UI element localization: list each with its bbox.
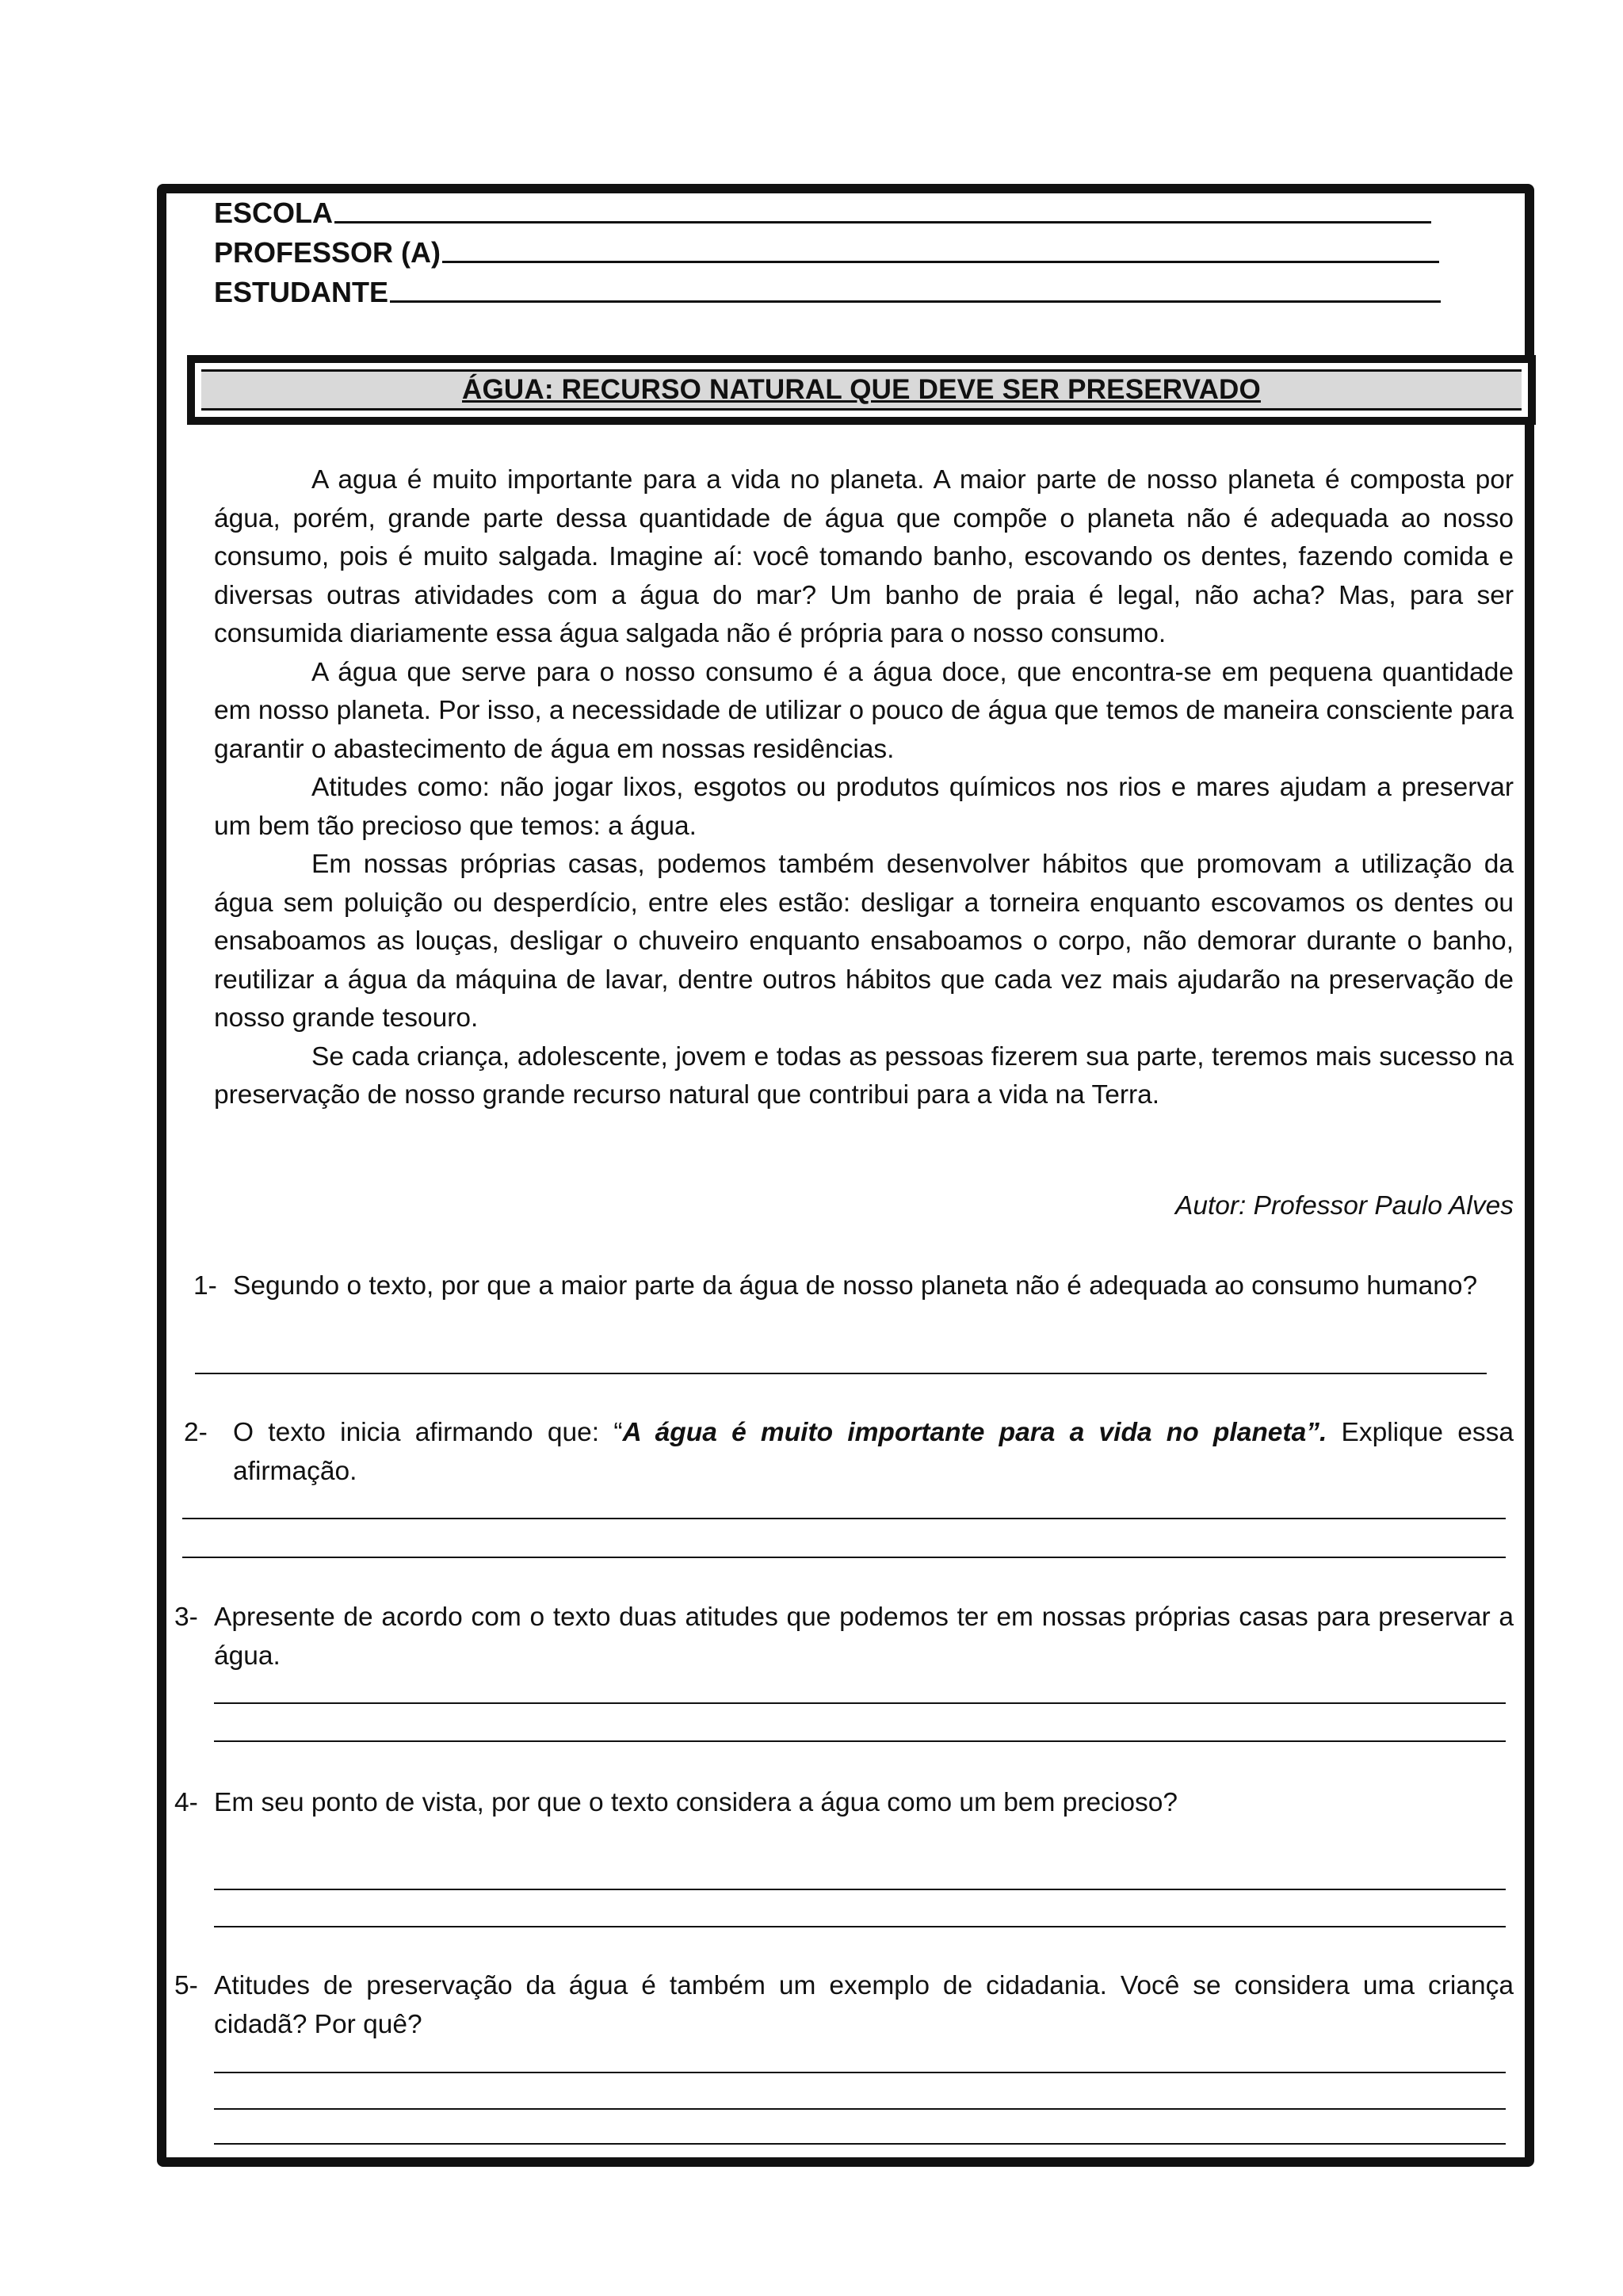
answer-line[interactable] bbox=[214, 1702, 1506, 1704]
title-box bbox=[187, 355, 1536, 425]
article-paragraph: Em nossas próprias casas, podemos também desenvolver hábitos que promovam a utilização da água sem poluição ou desperdício, entre eles estão: desligar a torneira enquanto escovamos os dentes ou ensaboamos as louças, desligar o chuveiro enquanto ensaboamos o corpo, não demorar durante o banho, reutilizar a água da máquina de lavar, dentre outros hábitos que cada vez mais ajudarão na preservação de nosso grande tesouro. bbox=[214, 850, 1514, 1033]
answer-line[interactable] bbox=[214, 2108, 1506, 2110]
article-author: Autor: Professor Paulo Alves bbox=[1174, 1191, 1514, 1221]
question-number: 5- bbox=[174, 1971, 198, 2000]
question-number: 4- bbox=[174, 1788, 198, 1817]
question-4 bbox=[174, 1784, 1514, 1823]
school-blank-line bbox=[334, 221, 1431, 223]
question-5 bbox=[174, 1967, 1514, 2044]
article-paragraph: Se cada criança, adolescente, jovem e todas as pessoas fizerem sua parte, teremos mais sucesso na preservação de nosso grande recurso natural que contribui para a vida na Terra. bbox=[214, 1041, 1514, 1110]
quoted-statement: A água é muito importante para a vida no planeta”. bbox=[622, 1418, 1327, 1447]
question-number: 1- bbox=[193, 1271, 217, 1301]
student-label: ESTUDANTE bbox=[214, 276, 389, 308]
question-text bbox=[233, 1414, 1514, 1491]
article-paragraph: Atitudes como: não jogar lixos, esgotos ou produtos químicos nos rios e mares ajudam a preservar um bem tão precioso que temos: a água. bbox=[214, 773, 1514, 841]
question-text-intro: O texto inicia afirmando que: “ bbox=[233, 1418, 623, 1447]
answer-line[interactable] bbox=[182, 1557, 1506, 1558]
question-2 bbox=[184, 1414, 1514, 1491]
article-paragraph: A água que serve para o nosso consumo é a água doce, que encontra-se em pequena quantidade em nosso planeta. Por isso, a necessidade de utilizar o pouco de água que temos de maneira consciente para garantir o abastecimento de água em nossas residências. bbox=[214, 657, 1514, 764]
question-text: Atitudes de preservação da água é também um exemplo de cidadania. Você se considera uma criança cidadã? Por quê? bbox=[214, 1971, 1514, 2039]
student-blank-line bbox=[390, 300, 1441, 303]
question-text: Segundo o texto, por que a maior parte da água de nosso planeta não é adequada ao consumo humano? bbox=[233, 1271, 1478, 1301]
article-paragraph: A agua é muito importante para a vida no planeta. A maior parte de nosso planeta é composta por água, porém, grande parte dessa quantidade de água que compõe o planeta não é adequada ao nosso consumo, pois é muito salgada. Imagine aí: você tomando banho, escovando os dentes, fazendo comida e diversas outras atividades com a água do mar? Um banho de praia é legal, não acha? Mas, para ser consumida diariamente essa água salgada não é própria para o nosso consumo. bbox=[214, 465, 1514, 648]
teacher-label: PROFESSOR (A) bbox=[214, 236, 441, 269]
teacher-field[interactable] bbox=[214, 230, 1450, 269]
answer-line[interactable] bbox=[214, 1926, 1506, 1927]
question-number: 3- bbox=[174, 1603, 198, 1632]
answer-line[interactable] bbox=[214, 2143, 1506, 2145]
question-3 bbox=[174, 1599, 1514, 1675]
school-label: ESCOLA bbox=[214, 197, 334, 229]
answer-line[interactable] bbox=[182, 1518, 1506, 1519]
school-field[interactable] bbox=[214, 190, 1450, 230]
answer-line[interactable] bbox=[214, 1740, 1506, 1742]
student-header bbox=[214, 190, 1450, 309]
title-banner bbox=[201, 369, 1522, 411]
student-field[interactable] bbox=[214, 269, 1450, 309]
question-1 bbox=[193, 1267, 1514, 1306]
answer-line[interactable] bbox=[214, 1889, 1506, 1890]
teacher-blank-line bbox=[442, 261, 1439, 263]
article-text bbox=[214, 461, 1514, 1115]
question-text-outro: Explique essa afirmação. bbox=[233, 1418, 1514, 1486]
answer-line[interactable] bbox=[214, 2072, 1506, 2073]
answer-line[interactable] bbox=[195, 1373, 1487, 1374]
question-number: 2- bbox=[184, 1418, 208, 1447]
page-title: ÁGUA: RECURSO NATURAL QUE DEVE SER PRESERVADO bbox=[462, 374, 1261, 405]
question-text: Em seu ponto de vista, por que o texto considera a água como um bem precioso? bbox=[214, 1788, 1178, 1817]
question-text: Apresente de acordo com o texto duas atitudes que podemos ter em nossas próprias casas para preservar a água. bbox=[214, 1603, 1514, 1671]
